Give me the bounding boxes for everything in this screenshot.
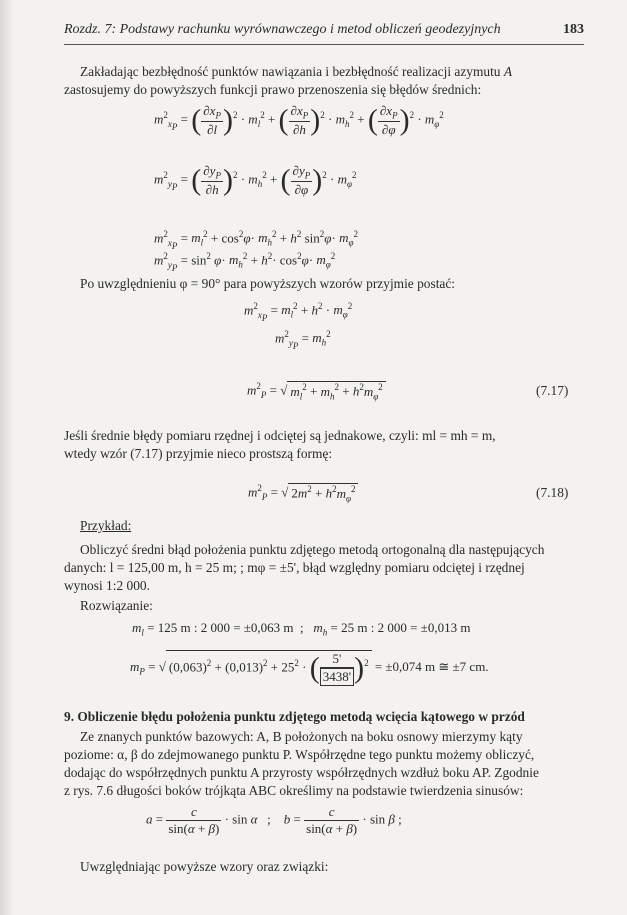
para2: Po uwzględnieniu φ = 90° para powyższych wzorów przyjmie postać:: [80, 276, 456, 291]
para1-var-a: A: [503, 64, 513, 79]
eq-mx-expand: $m^2_{x_P} = m_l^2 + \cos^2\varphi\cdot m_h^2 + h^2$ $\sin^2\varphi\cdot m_\varphi^2$: [154, 229, 358, 251]
eq-my-partial: $m^2_{y_P}$ = ( $\frac{\partial y_P}{\partial h}$ )$^2 \cdot m_h^2$ + ( $\frac{\partial y_P}{\partial\varphi}$ )$^2 \cdot m_\varphi^2$: [154, 163, 357, 197]
eq-717: $m^2_P$ = √ $m_l^2 + m_h^2 + h^2m_\varphi^2$: [247, 381, 386, 401]
eq-mx-partial: $m^2_{x_P}$ = ( $\frac{\partial x_P}{\partial l}$ )$^2 \cdot m_l^2$ + ( $\frac{\partial x_P}{\partial h}$ )$^2 \cdot m_h^2$ + ( $\frac{\partial x_P}{\partial\varphi}$ )$^2 \cdot m_\varphi^2$: [154, 103, 444, 137]
eq-my-expand: $m^2_{y_P} = \sin^2 \varphi\cdot m_h^2 + h^2\cdot \cos^2\varphi\cdot m_\varphi^2$: [154, 251, 336, 273]
page-number: 183: [563, 22, 584, 37]
para1-line1: [80, 63, 512, 81]
para5: Uwzględniając powyższe wzory oraz związki:: [80, 859, 329, 874]
para4-line1: Ze znanych punktów bazowych: A, B położonych na boku osnowy mierzymy kąty: [80, 729, 523, 744]
eq-718-number: (7.18): [536, 485, 569, 500]
para3-line2: wtedy wzór (7.17) przyjmie nieco prostszą formę:: [64, 446, 333, 461]
running-header: [64, 22, 584, 45]
section-heading: 9. Obliczenie błędu położenia punktu zdjętego metodą wcięcia kątowego w przód: [64, 709, 525, 724]
para1-line2: zastosujemy do powyższych funkcji prawo przenoszenia się błędów średnich:: [64, 82, 482, 97]
para4-line3: dodając do współrzędnych punktu A przyrosty współrzędnych wzdłuż boku AP. Zgodnie: [64, 765, 539, 780]
eq-717-number: (7.17): [536, 383, 569, 398]
eq-mx-90: $m^2_{x_P} = m_l^2 + h^2 \cdot m_\varphi^2$: [244, 301, 353, 323]
example-line2: danych: l = 125,00 m, h = 25 m; ; mφ = ±5', błąd względny pomiaru odciętej i rzędnej: [64, 560, 525, 575]
eq-sines: a = $\frac{c}{\sin(\alpha + \beta)}$ · sin α ; b = $\frac{c}{\sin(\alpha + \beta)}$ · sin β ;: [146, 804, 402, 836]
para3-line1: Jeśli średnie błędy pomiaru rzędnej i odciętej są jednakowe, czyli: ml = mh = m,: [64, 428, 496, 443]
example-label: Przykład:: [80, 518, 132, 533]
solution-label: Rozwiązanie:: [80, 598, 153, 613]
para1-line1-text: Zakładając bezbłędność punktów nawiązania i bezbłędność realizacji azymutu: [80, 64, 501, 79]
para4-line4: z rys. 7.6 długości boków trójkąta ABC określimy na podstawie twierdzenia sinusów:: [64, 783, 524, 798]
example-line3: wynosi 1:2 000.: [64, 578, 150, 593]
eq-my-90: $m^2_{y_P} = m_h^2$: [275, 329, 331, 351]
solution-eq2: $m_P$ = √ $(0,063)^2 + (0,013)^2 + 25^2$ · ( $\frac{5'}{3438'}$ )$^2$ = ±0,074 m ≅ ±7 cm.: [130, 651, 489, 685]
eq-718: $m^2_P$ = √ $2m^2 + h^2m_\varphi^2$: [248, 483, 358, 503]
page-gutter-shadow: [0, 0, 14, 915]
para4-line2: poziome: α, β do zdejmowanego punktu P. Współrzędne tego punktu możemy obliczyć,: [64, 747, 535, 762]
example-line1: Obliczyć średni błąd położenia punktu zdjętego metodą ortogonalną dla następujących: [80, 542, 545, 557]
running-title: Rozdz. 7: Podstawy rachunku wyrównawczego i metod obliczeń geodezyjnych: [64, 22, 501, 37]
solution-eq1: $m_l = 125$ m : 2 000 = ±0,063 m ; $m_h = 25$ m : 2 000 = ±0,013 m: [132, 620, 471, 638]
